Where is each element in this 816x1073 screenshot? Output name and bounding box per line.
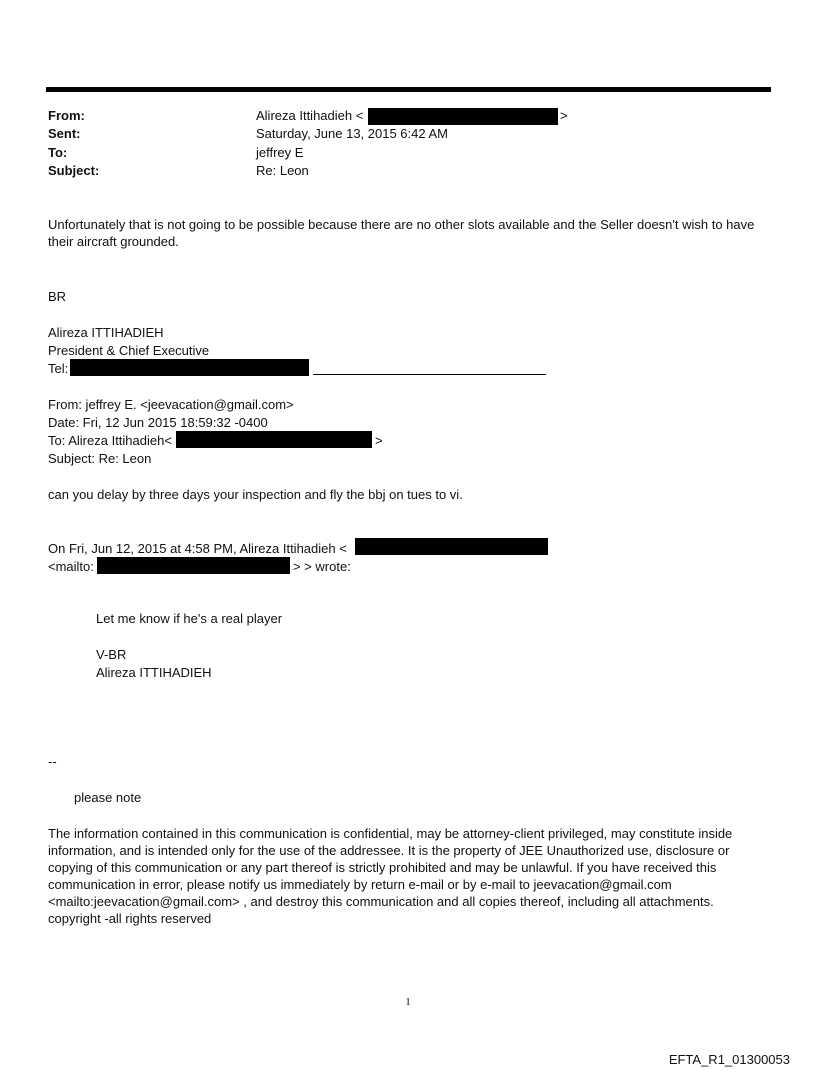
nested-message: Let me know if he's a real player	[96, 611, 283, 626]
quoted-from: From: jeffrey E. <jeevacation@gmail.com>	[48, 397, 294, 412]
page-number: 1	[405, 996, 411, 1008]
subject-value: Re: Leon	[256, 163, 309, 178]
signature-name: Alireza ITTIHADIEH	[48, 325, 164, 340]
to-label: To:	[48, 145, 68, 160]
redaction-from-email	[368, 108, 558, 125]
quoted-date: Date: Fri, 12 Jun 2015 18:59:32 -0400	[48, 415, 268, 430]
to-value: jeffrey E	[256, 145, 304, 160]
mailto-prefix: <mailto:	[48, 559, 94, 574]
redaction-to-email	[176, 431, 372, 448]
disclaimer: The information contained in this communication is confidential, may be attorney-client privileged, may constitute inside information, and is intended only for the use of the addressee. It is the property of JEE Unauthorized use, disclosure or copying of this communication or any part thereof is strictly prohibited and may be unlawful. If you have received this communication in error, please notify us immediately by return e-mail or by e-mail to jeevacation@gmail.com <mailto:jeevacation@gmail.com> , and destroy this communication and all copies thereof, including all attachments. copyright -all rights reserved	[48, 826, 733, 926]
header-rule	[46, 87, 771, 92]
from-close: >	[560, 108, 568, 123]
on-wrote-line: On Fri, Jun 12, 2015 at 4:58 PM, Alireza Ittihadieh <	[48, 541, 347, 556]
signature-tel-label: Tel:	[48, 361, 69, 376]
quoted-to-prefix: To: Alireza Ittihadieh<	[48, 433, 172, 448]
document-id: EFTA_R1_01300053	[668, 1052, 790, 1067]
redaction-mailto	[97, 557, 290, 574]
from-name: Alireza Ittihadieh <	[256, 108, 364, 123]
redaction-tel	[70, 359, 309, 376]
signature-dashes: --	[48, 754, 57, 769]
sent-label: Sent:	[48, 126, 81, 141]
nested-signature: Alireza ITTIHADIEH	[96, 665, 212, 680]
signature-title: President & Chief Executive	[48, 343, 210, 358]
redaction-on-email	[355, 538, 548, 555]
please-note: please note	[74, 790, 142, 805]
quoted-subject: Subject: Re: Leon	[48, 451, 152, 466]
quoted-message: can you delay by three days your inspection and fly the bbj on tues to vi.	[48, 487, 463, 502]
signature-underline	[313, 374, 546, 375]
quoted-to-suffix: >	[375, 433, 383, 448]
from-label: From:	[48, 108, 85, 123]
br-signoff: BR	[48, 289, 67, 304]
subject-label: Subject:	[48, 163, 100, 178]
nested-vbr: V-BR	[96, 647, 127, 662]
mailto-suffix: > > wrote:	[293, 559, 351, 574]
sent-value: Saturday, June 13, 2015 6:42 AM	[256, 126, 449, 141]
body-paragraph: Unfortunately that is not going to be possible because there are no other slots available and the Seller doesn't wish to have their aircraft grounded.	[48, 217, 755, 249]
